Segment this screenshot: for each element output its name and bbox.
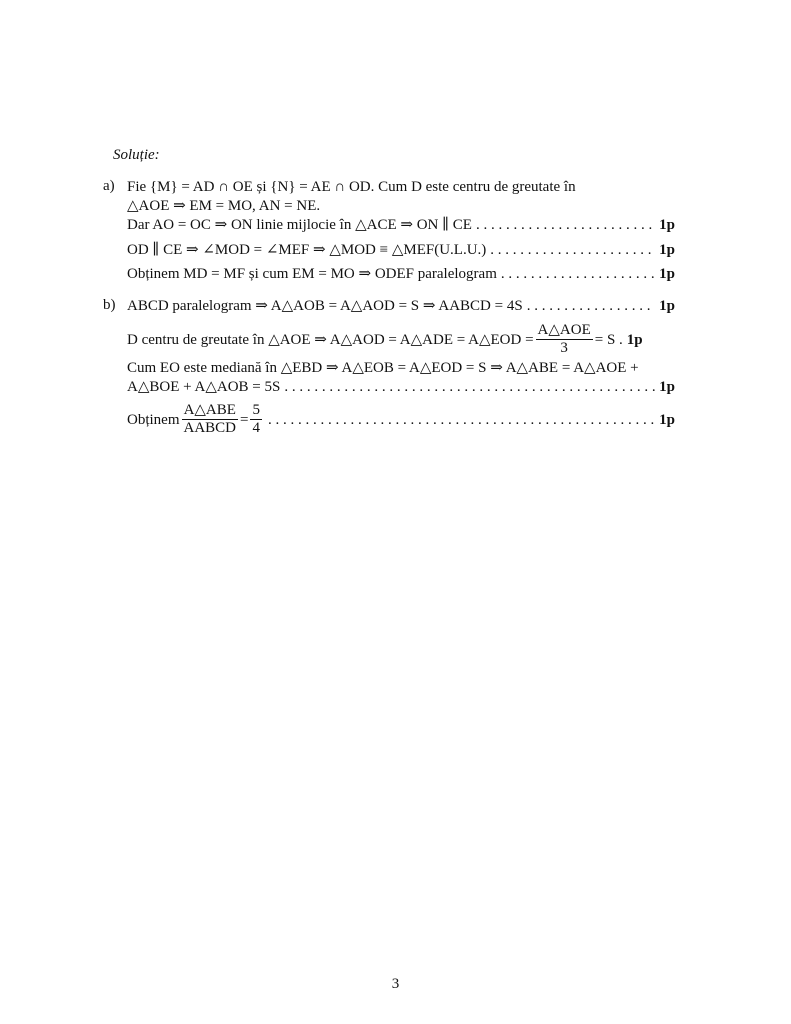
part-a-label: a) xyxy=(103,178,115,194)
dot-leader xyxy=(284,378,655,396)
part-b-line-5-points: 1p xyxy=(659,411,675,428)
solution-heading: Soluție: xyxy=(113,147,160,163)
dot-leader xyxy=(268,409,655,431)
fraction-numerator: 5 xyxy=(252,402,260,418)
part-a-line-2 xyxy=(127,197,675,215)
dot-leader xyxy=(490,241,655,259)
part-b-line-2 xyxy=(127,322,675,357)
part-b-line-3 xyxy=(127,359,675,377)
part-b-line-4-text: A△BOE + A△AOB = 5S xyxy=(127,379,281,395)
part-b-line-2-tail: = S . xyxy=(594,331,623,348)
equals-sign: = xyxy=(240,411,249,428)
part-a-line-4-text: OD ∥ CE ⇒ ∠MOD = ∠MEF ⇒ △MOD ≡ △MEF(U.L.U.) xyxy=(127,242,487,258)
fraction-numerator: A△AOE xyxy=(537,322,591,338)
dot-leader xyxy=(476,216,655,234)
fraction-denominator: AABCD xyxy=(183,420,237,436)
part-a-line-4-points: 1p xyxy=(659,242,675,258)
part-b-line-5 xyxy=(127,402,675,437)
part-a-line-1 xyxy=(127,178,675,196)
part-b-line-2-points: 1p xyxy=(626,331,643,348)
fraction xyxy=(536,322,593,357)
fraction xyxy=(250,402,262,437)
part-a-line-5-text: Obținem MD = MF și cum EM = MO ⇒ ODEF paralelogram xyxy=(127,266,497,282)
part-a-line-5 xyxy=(127,265,675,283)
part-b-line-1-text: ABCD paralelogram ⇒ A△AOB = A△AOD = S ⇒ AABCD = 4S xyxy=(127,298,523,314)
part-b-line-3-text: Cum EO este mediană în △EBD ⇒ A△EOB = A△EOD = S ⇒ A△ABE = A△AOE + xyxy=(127,360,639,376)
part-b-line-2-text: D centru de greutate în △AOE ⇒ A△AOD = A△ADE = A△EOD = xyxy=(127,331,534,348)
part-a-line-4 xyxy=(127,241,675,259)
part-b-label: b) xyxy=(103,297,116,313)
part-b-line-1-points: 1p xyxy=(659,298,675,314)
dot-leader xyxy=(527,297,655,315)
part-b-line-1 xyxy=(127,297,675,315)
fraction-denominator: 3 xyxy=(560,340,568,356)
dot-leader xyxy=(501,265,655,283)
fraction-denominator: 4 xyxy=(252,420,260,436)
part-a-line-5-points: 1p xyxy=(659,266,675,282)
part-b-line-4-points: 1p xyxy=(659,379,675,395)
fraction xyxy=(182,402,239,437)
page-number: 3 xyxy=(391,976,400,992)
part-a-line-1-text: Fie {M} = AD ∩ OE și {N} = AE ∩ OD. Cum D este centru de greutate în xyxy=(127,179,576,195)
fraction-numerator: A△ABE xyxy=(183,402,236,418)
part-b-line-5-prefix: Obținem xyxy=(127,411,180,428)
part-a-line-3-points: 1p xyxy=(659,217,675,233)
part-a-line-3 xyxy=(127,216,675,234)
part-b-line-4 xyxy=(127,378,675,396)
part-a-line-2-text: △AOE ⇒ EM = MO, AN = NE. xyxy=(127,198,321,214)
part-a-line-3-text: Dar AO = OC ⇒ ON linie mijlocie în △ACE ⇒ ON ∥ CE xyxy=(127,217,472,233)
